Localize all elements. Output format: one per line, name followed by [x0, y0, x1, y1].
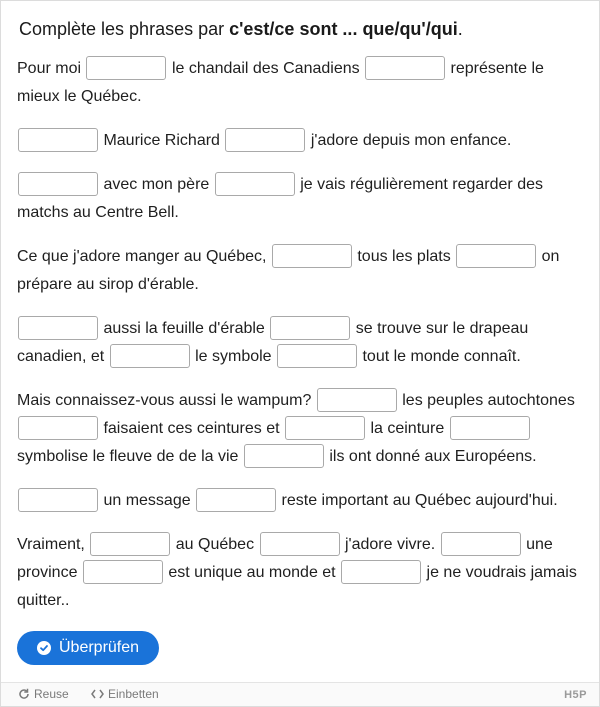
reuse-icon: [18, 688, 30, 700]
question-text: les peuples autochtones: [402, 392, 575, 409]
blank-input[interactable]: [285, 416, 365, 440]
blank-input[interactable]: [18, 172, 98, 196]
question-text: Maurice Richard: [103, 132, 220, 149]
blank-input[interactable]: [272, 244, 352, 268]
blank-input[interactable]: [90, 532, 170, 556]
footer-bar: [1, 682, 599, 706]
question-5: [17, 315, 583, 371]
blank-input[interactable]: [317, 388, 397, 412]
question-text: un message: [103, 492, 191, 509]
blank-input[interactable]: [270, 316, 350, 340]
question-8: [17, 531, 583, 615]
blank-input[interactable]: [441, 532, 521, 556]
question-text: se trouve sur le drapeau canadien, et: [17, 320, 529, 365]
question-text: j'adore vivre.: [344, 536, 436, 553]
reuse-link[interactable]: [18, 687, 69, 701]
question-text: représente le mieux le Québec.: [17, 60, 544, 105]
question-text: la ceinture: [370, 420, 445, 437]
blank-input[interactable]: [18, 416, 98, 440]
question-text: symbolise le fleuve de de la vie: [17, 448, 239, 465]
blank-input[interactable]: [196, 488, 276, 512]
question-4: [17, 243, 583, 299]
question-text: ils ont donné aux Européens.: [329, 448, 537, 465]
question-text: faisaient ces ceintures et: [103, 420, 280, 437]
blank-input[interactable]: [341, 560, 421, 584]
question-text: est unique au monde et: [168, 564, 336, 581]
blank-input[interactable]: [277, 344, 357, 368]
question-3: [17, 171, 583, 227]
h5p-logo: H5P: [564, 689, 587, 701]
task-title: [19, 18, 463, 40]
task-title-bold: c'est/ce sont ... que/qu'/qui: [229, 19, 458, 39]
blank-input[interactable]: [86, 56, 166, 80]
check-button[interactable]: [17, 631, 159, 665]
question-text: j'adore depuis mon enfance.: [310, 132, 512, 149]
question-text: aussi la feuille d'érable: [103, 320, 265, 337]
question-text: Pour moi: [17, 60, 82, 77]
blank-input[interactable]: [18, 488, 98, 512]
question-text: au Québec: [175, 536, 255, 553]
question-text: tout le monde connaît.: [362, 348, 521, 365]
embed-icon: [91, 689, 104, 699]
question-text: Vraiment,: [17, 536, 85, 553]
question-text: une province: [17, 536, 553, 581]
blank-input[interactable]: [83, 560, 163, 584]
blank-input[interactable]: [18, 128, 98, 152]
question-text: Mais connaissez-vous aussi le wampum?: [17, 392, 312, 409]
blank-input[interactable]: [225, 128, 305, 152]
question-7: [17, 487, 583, 515]
question-2: [17, 127, 583, 155]
blank-input[interactable]: [260, 532, 340, 556]
question-text: avec mon père: [103, 176, 210, 193]
question-text: reste important au Québec aujourd'hui.: [281, 492, 558, 509]
blank-input[interactable]: [110, 344, 190, 368]
task-title-prefix: Complète les phrases par: [19, 19, 230, 39]
question-text: le symbole: [195, 348, 272, 365]
question-text: le chandail des Canadiens: [171, 60, 360, 77]
question-list: [17, 55, 583, 631]
question-text: Ce que j'adore manger au Québec,: [17, 248, 267, 265]
question-text: on prépare au sirop d'érable.: [17, 248, 560, 293]
question-text: je vais régulièrement regarder des matchs au Centre Bell.: [17, 176, 543, 221]
check-button-label: Überprüfen: [59, 639, 140, 656]
question-6: [17, 387, 583, 471]
blank-input[interactable]: [450, 416, 530, 440]
embed-link[interactable]: [91, 687, 159, 701]
question-text: je ne voudrais jamais quitter..: [17, 564, 577, 609]
reuse-label: Reuse: [34, 687, 69, 701]
question-1: [17, 55, 583, 111]
blank-input[interactable]: [244, 444, 324, 468]
task-title-suffix: .: [457, 19, 463, 39]
embed-label: Einbetten: [108, 687, 159, 701]
blank-input[interactable]: [215, 172, 295, 196]
check-circle-icon: [37, 641, 51, 655]
blank-input[interactable]: [365, 56, 445, 80]
blank-input[interactable]: [18, 316, 98, 340]
question-text: tous les plats: [357, 248, 451, 265]
blank-input[interactable]: [456, 244, 536, 268]
